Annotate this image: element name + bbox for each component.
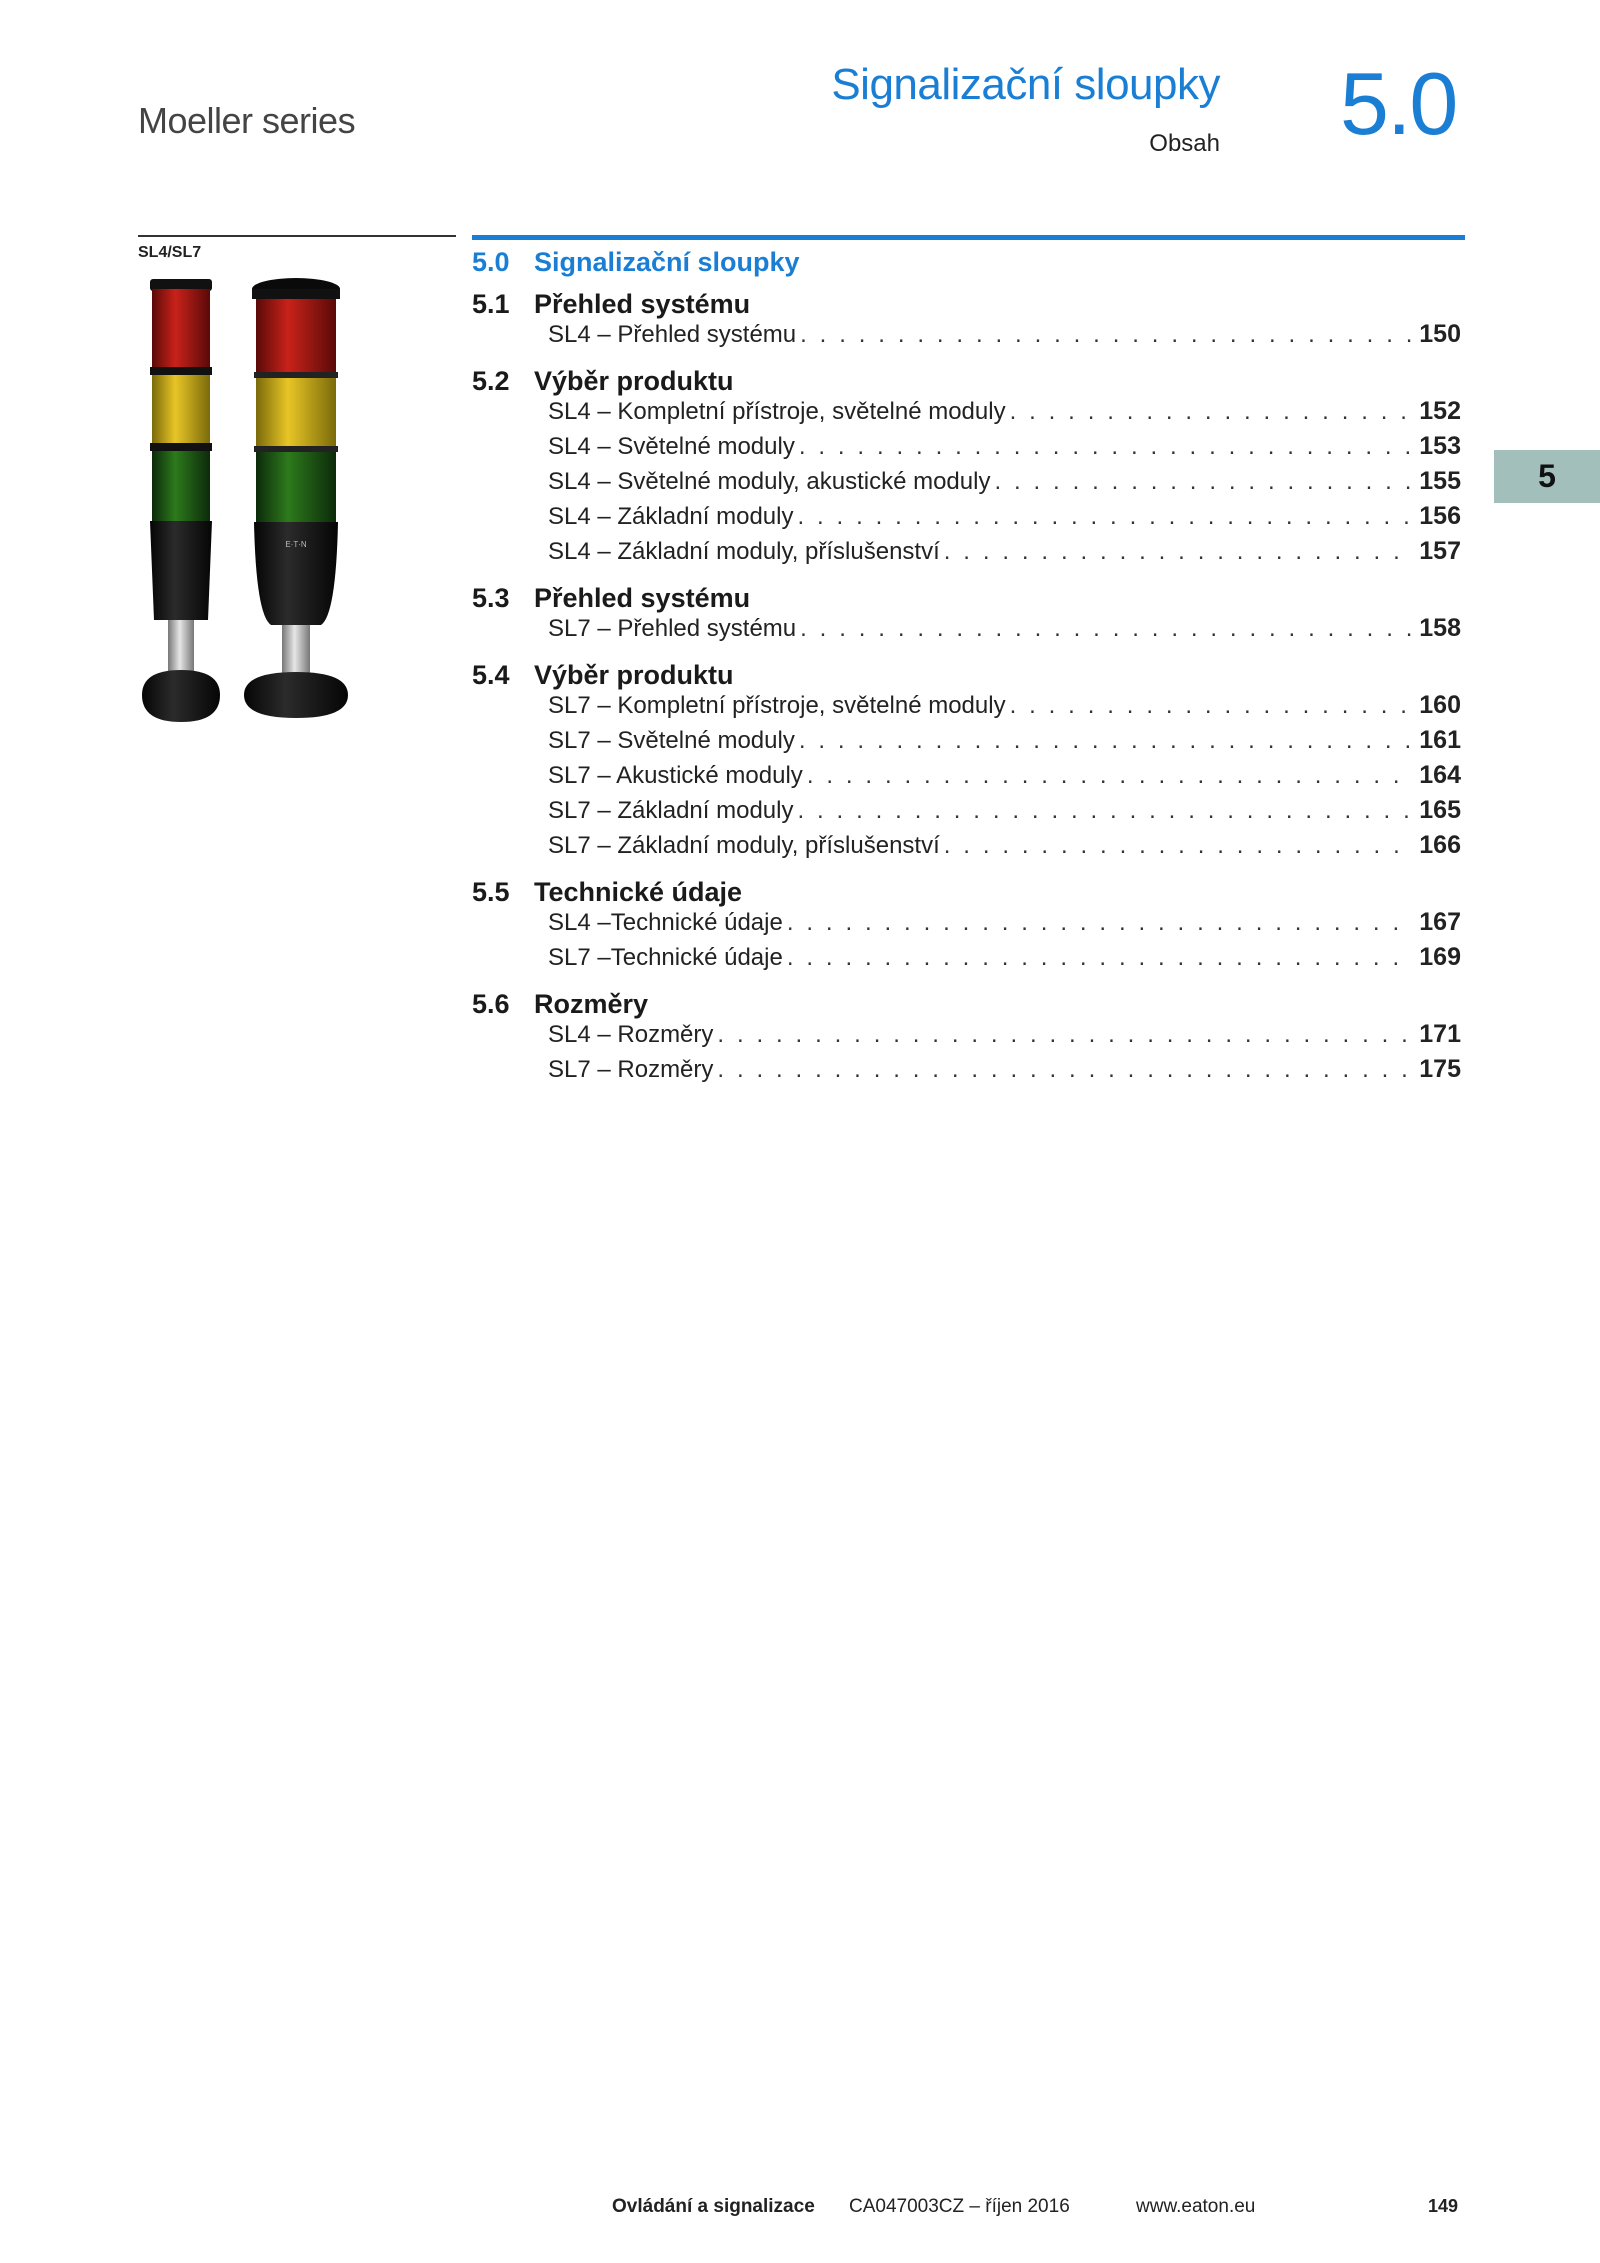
toc-entry[interactable]	[472, 320, 1465, 355]
toc-section[interactable]	[472, 280, 1465, 320]
toc-entry[interactable]	[472, 502, 1465, 537]
dot-leader	[944, 832, 1411, 860]
toc-entry[interactable]	[472, 537, 1465, 572]
entry-label: SL7 –Technické údaje	[548, 944, 783, 971]
section-number: 5.6	[472, 989, 510, 1019]
entry-page: 169	[1419, 943, 1461, 971]
dot-leader	[1010, 692, 1411, 720]
entry-page: 171	[1419, 1020, 1461, 1048]
section-number: 5.5	[472, 877, 510, 907]
signal-towers-image	[136, 275, 356, 730]
dot-leader	[800, 615, 1411, 643]
toc-entry[interactable]	[472, 614, 1465, 649]
entry-page: 166	[1419, 831, 1461, 859]
toc-entry[interactable]	[472, 467, 1465, 502]
section-number: 5.2	[472, 366, 510, 396]
toc-entry[interactable]	[472, 943, 1465, 978]
dot-leader	[994, 468, 1411, 496]
table-of-contents	[472, 240, 1465, 1090]
toc-heading-title: Signalizační sloupky	[534, 247, 800, 277]
dot-leader	[807, 762, 1411, 790]
chapter-title: Signalizační sloupky	[831, 60, 1220, 109]
dot-leader	[799, 727, 1411, 755]
footer-catalog: CA047003CZ – říjen 2016	[849, 2196, 1070, 2217]
section-title: Výběr produktu	[534, 660, 734, 690]
entry-page: 158	[1419, 614, 1461, 642]
image-caption: SL4/SL7	[138, 244, 202, 261]
dot-leader	[717, 1021, 1411, 1049]
toc-entry[interactable]	[472, 761, 1465, 796]
section-number: 5.4	[472, 660, 510, 690]
sl4-tower	[142, 279, 220, 722]
toc-entry[interactable]	[472, 432, 1465, 467]
entry-label: SL4 – Světelné moduly	[548, 433, 795, 460]
toc-entry[interactable]	[472, 397, 1465, 432]
entry-label: SL4 – Kompletní přístroje, světelné moduly	[548, 398, 1006, 425]
section-number: 5.1	[472, 289, 510, 319]
section-title: Přehled systému	[534, 289, 751, 319]
dot-leader	[717, 1056, 1411, 1084]
dot-leader	[800, 321, 1411, 349]
entry-label: SL4 – Základní moduly, příslušenství	[548, 538, 940, 565]
footer-page-number: 149	[1428, 2196, 1459, 2216]
dot-leader	[944, 538, 1411, 566]
entry-page: 165	[1419, 796, 1461, 824]
entry-page: 156	[1419, 502, 1461, 530]
entry-page: 160	[1419, 691, 1461, 719]
entry-label: SL7 – Světelné moduly	[548, 727, 795, 754]
dot-leader	[1010, 398, 1411, 426]
toc-heading[interactable]	[472, 240, 1465, 278]
section-title: Technické údaje	[534, 877, 743, 907]
entry-page: 164	[1419, 761, 1461, 789]
toc-entry[interactable]	[472, 726, 1465, 761]
toc-section[interactable]	[472, 357, 1465, 397]
dot-leader	[787, 944, 1411, 972]
series-label: Moeller series	[138, 100, 356, 141]
entry-label: SL4 –Technické údaje	[548, 909, 783, 936]
dot-leader	[787, 909, 1411, 937]
dot-leader	[797, 797, 1411, 825]
entry-page: 157	[1419, 537, 1461, 565]
left-divider	[138, 235, 456, 237]
toc-entry[interactable]	[472, 908, 1465, 943]
toc-section[interactable]	[472, 651, 1465, 691]
entry-page: 152	[1419, 397, 1461, 425]
entry-page: 153	[1419, 432, 1461, 460]
section-title: Rozměry	[534, 989, 649, 1019]
section-title: Přehled systému	[534, 583, 751, 613]
entry-label: SL4 – Rozměry	[548, 1021, 714, 1048]
svg-text:E·T·N: E·T·N	[285, 540, 307, 549]
toc-section[interactable]	[472, 574, 1465, 614]
entry-page: 155	[1419, 467, 1461, 495]
entry-label: SL7 – Základní moduly, příslušenství	[548, 832, 940, 859]
chapter-number: 5.0	[1340, 54, 1457, 153]
entry-label: SL4 – Přehled systému	[548, 321, 797, 348]
toc-heading-number: 5.0	[472, 247, 510, 277]
toc-entry[interactable]	[472, 1055, 1465, 1090]
entry-label: SL7 – Kompletní přístroje, světelné moduly	[548, 692, 1006, 719]
entry-label: SL4 – Základní moduly	[548, 503, 794, 530]
sl7-tower	[244, 278, 348, 718]
dot-leader	[799, 433, 1411, 461]
section-tab[interactable]: 5	[1494, 450, 1600, 503]
toc-section[interactable]	[472, 868, 1465, 908]
toc-entry[interactable]	[472, 831, 1465, 866]
toc-entry[interactable]	[472, 691, 1465, 726]
entry-label: SL7 – Přehled systému	[548, 615, 797, 642]
section-number: 5.3	[472, 583, 510, 613]
entry-page: 150	[1419, 320, 1461, 348]
entry-page: 161	[1419, 726, 1461, 754]
section-title: Výběr produktu	[534, 366, 734, 396]
footer-website-link[interactable]: www.eaton.eu	[1136, 2196, 1256, 2217]
entry-page: 167	[1419, 908, 1461, 936]
toc-entry[interactable]	[472, 1020, 1465, 1055]
footer-title: Ovládání a signalizace	[612, 2196, 815, 2217]
dot-leader	[797, 503, 1411, 531]
entry-label: SL7 – Základní moduly	[548, 797, 794, 824]
entry-label: SL7 – Akustické moduly	[548, 762, 803, 789]
toc-section[interactable]	[472, 980, 1465, 1020]
entry-label: SL4 – Světelné moduly, akustické moduly	[548, 468, 991, 495]
chapter-subtitle: Obsah	[1149, 130, 1220, 157]
toc-entry[interactable]	[472, 796, 1465, 831]
entry-page: 175	[1419, 1055, 1461, 1083]
entry-label: SL7 – Rozměry	[548, 1056, 714, 1083]
